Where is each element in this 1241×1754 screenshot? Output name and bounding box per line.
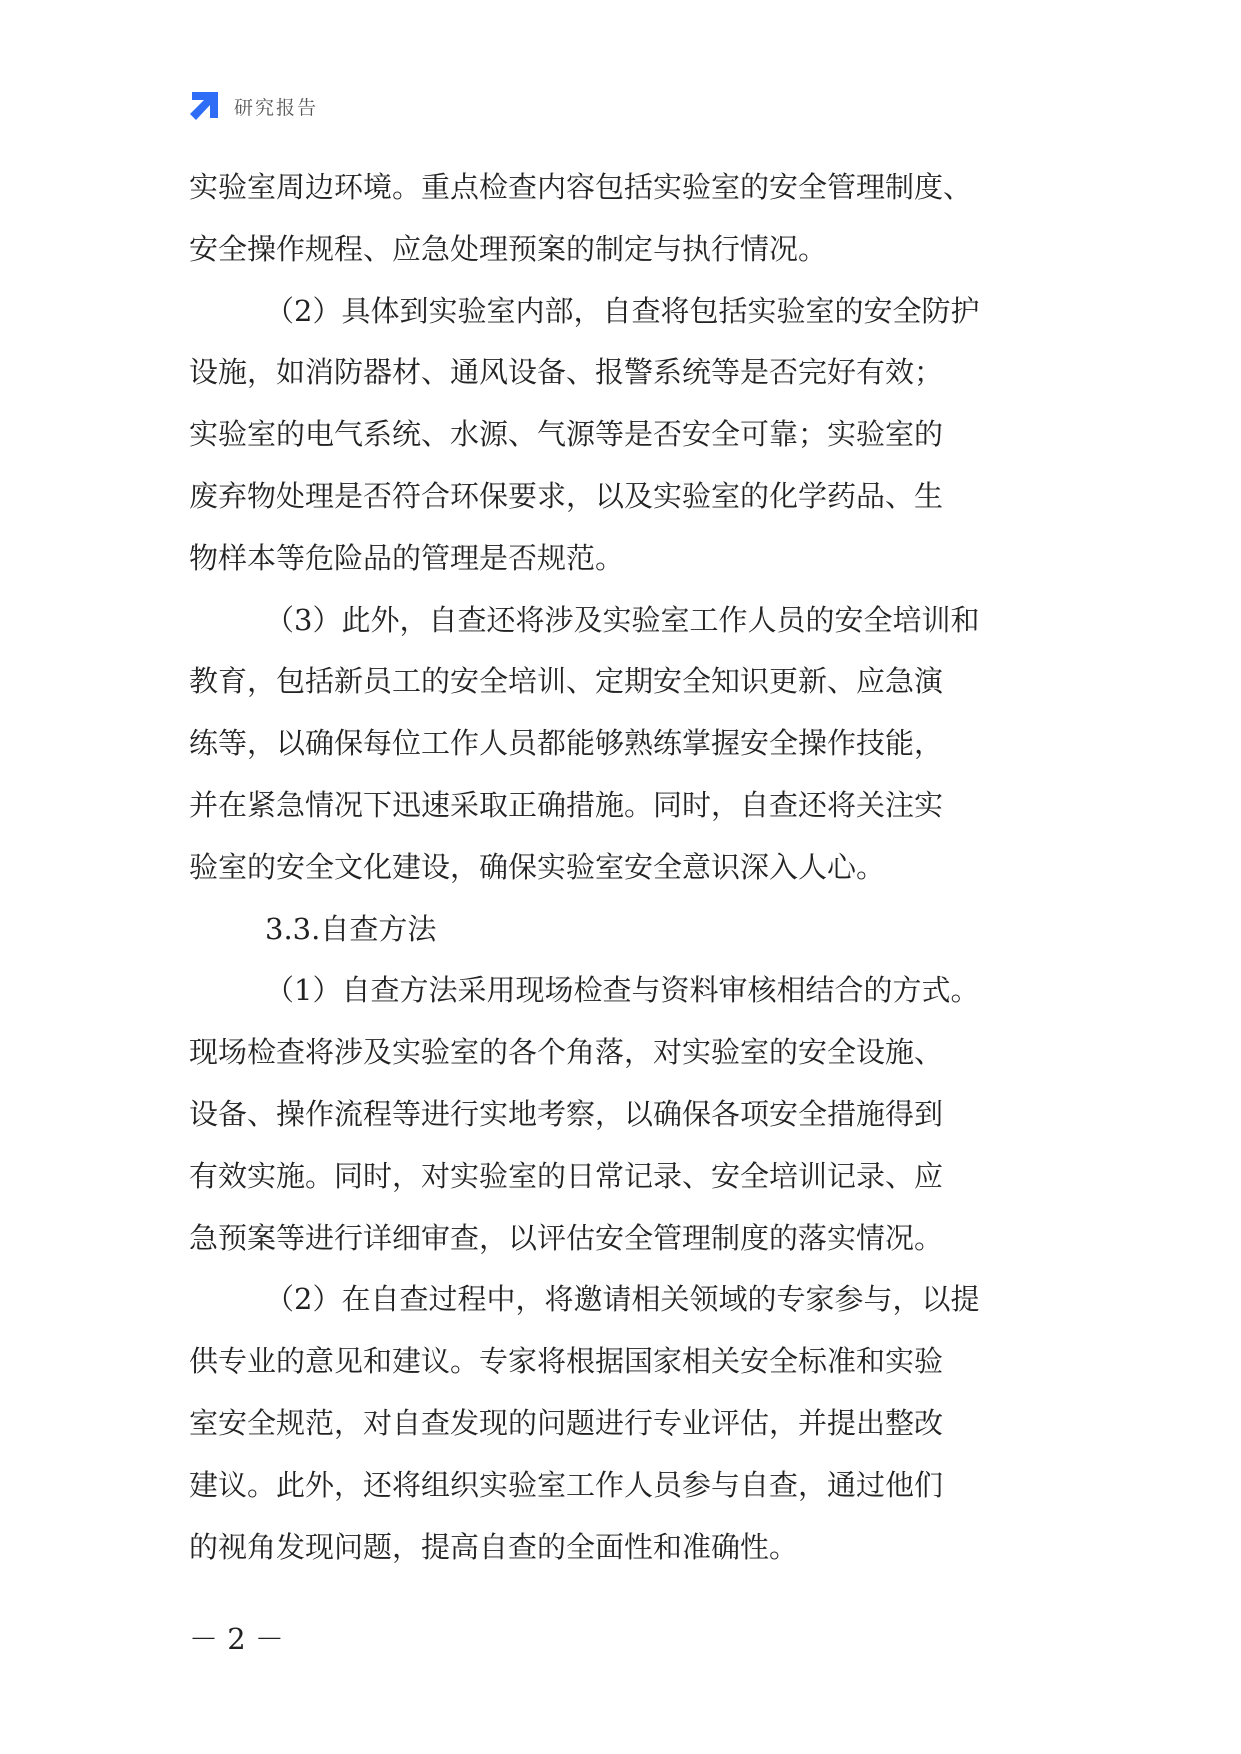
text-line: （3）此外，自查还将涉及实验室工作人员的安全培训和 bbox=[265, 602, 980, 637]
arrow-logo-icon bbox=[188, 90, 220, 122]
text-line: 设备、操作流程等进行实地考察，以确保各项安全措施得到 bbox=[189, 1096, 944, 1131]
document-body bbox=[189, 157, 1089, 1578]
text-line: 实验室周边环境。重点检查内容包括实验室的安全管理制度、 bbox=[189, 170, 973, 204]
text-line: 练等，以确保每位工作人员都能够熟练掌握安全操作技能， bbox=[189, 726, 944, 761]
text-line: 并在紧急情况下迅速采取正确措施。同时，自查还将关注实 bbox=[189, 787, 944, 822]
text-line: 有效实施。同时，对实验室的日常记录、安全培训记录、应 bbox=[189, 1158, 944, 1193]
text-line: 室安全规范，对自查发现的问题进行专业评估，并提出整改 bbox=[189, 1405, 944, 1440]
text-line: 设施，如消防器材、通风设备、报警系统等是否完好有效； bbox=[189, 355, 944, 390]
text-line: 验室的安全文化建设，确保实验室安全意识深入人心。 bbox=[189, 849, 886, 884]
text-line: 供专业的意见和建议。专家将根据国家相关安全标准和实验 bbox=[189, 1344, 944, 1379]
text-line: 建议。此外，还将组织实验室工作人员参与自查，通过他们 bbox=[189, 1467, 944, 1502]
text-line: 废弃物处理是否符合环保要求，以及实验室的化学药品、生 bbox=[189, 478, 944, 513]
text-line: 安全操作规程、应急处理预案的制定与执行情况。 bbox=[189, 231, 828, 266]
text-line: （2）具体到实验室内部，自查将包括实验室的安全防护 bbox=[265, 293, 980, 328]
text-line: 物样本等危险品的管理是否规范。 bbox=[189, 540, 625, 575]
page-number: － 2 － bbox=[189, 1622, 284, 1656]
text-line: （1）自查方法采用现场检查与资料审核相结合的方式。 bbox=[265, 973, 980, 1008]
text-line: 教育，包括新员工的安全培训、定期安全知识更新、应急演 bbox=[189, 664, 944, 699]
text-line: 现场检查将涉及实验室的各个角落，对实验室的安全设施、 bbox=[189, 1035, 944, 1070]
text-line: 实验室的电气系统、水源、气源等是否安全可靠；实验室的 bbox=[189, 417, 944, 452]
page-header bbox=[188, 88, 318, 124]
section-heading: 3.3.自查方法 bbox=[265, 911, 437, 946]
header-title: 研究报告 bbox=[234, 96, 319, 119]
text-line: 的视角发现问题，提高自查的全面性和准确性。 bbox=[189, 1529, 799, 1564]
text-line: 急预案等进行详细审查，以评估安全管理制度的落实情况。 bbox=[189, 1220, 944, 1255]
text-line: （2）在自查过程中，将邀请相关领域的专家参与，以提 bbox=[265, 1282, 980, 1317]
